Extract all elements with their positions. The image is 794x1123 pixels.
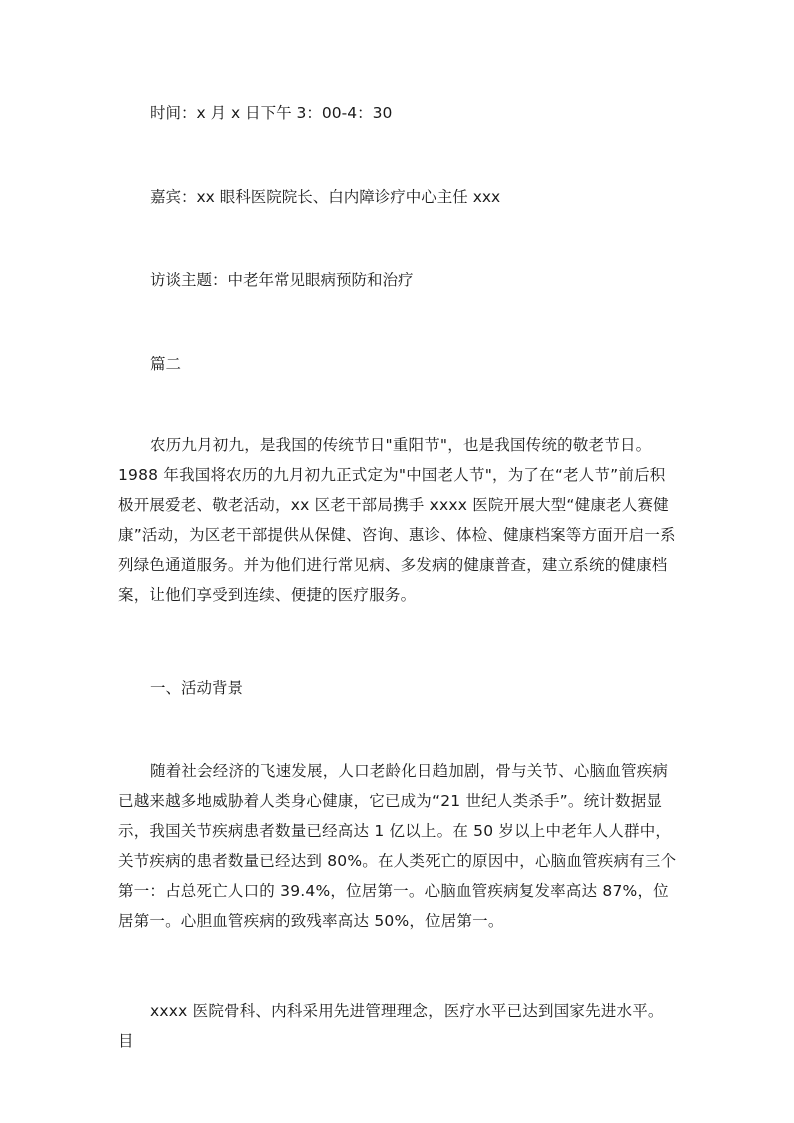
topic-line: 访谈主题：中老年常见眼病预防和治疗 xyxy=(150,271,414,289)
section-two-heading: 篇二 xyxy=(150,355,182,373)
guest-line: 嘉宾：xx 眼科医院院长、白内障诊疗中心主任 xxx xyxy=(150,188,501,206)
time-line: 时间：x 月 x 日下午 3：00-4：30 xyxy=(150,104,393,122)
background-paragraph: 随着社会经济的飞速发展，人口老龄化日趋加剧，骨与关节、心脑血管疾病已越来越多地威胁着人类身心健康，它已成为“21 世纪人类杀手”。统计数据显示，我国关节疾病患者数量已经高达 1 亿以上。在 50 岁以上中老年人人群中，关节疾病的患者数量已经达到 80%。在人类死亡的原因中，心脑血管疾病有三个第一：占总死亡人口的 39.4%，位居第一。心脑血管疾病复发率高达 87%，位居第一。心胆血管疾病的致残率高达 50%，位居第一。 xyxy=(118,762,677,930)
background-heading: 一、活动背景 xyxy=(150,679,244,697)
intro-paragraph: 农历九月初九，是我国的传统节日"重阳节"，也是我国传统的敬老节日。1988 年我国将农历的九月初九正式定为"中国老人节"，为了在“老人节”前后积极开展爱老、敬老活动，xx 区老干部局携手 xxxx 医院开展大型“健康老人赛健康”活动，为区老干部提供从保健、咨询、惠诊、体检、健康档案等方面开启一系列绿色通道服务。并为他们进行常见病、多发病的健康普查，建立系统的健康档案，让他们享受到连续、便捷的医疗服务。 xyxy=(118,436,676,604)
last-paragraph: xxxx 医院骨科、内科采用先进管理理念，医疗水平已达到国家先进水平。目 xyxy=(118,1002,664,1050)
